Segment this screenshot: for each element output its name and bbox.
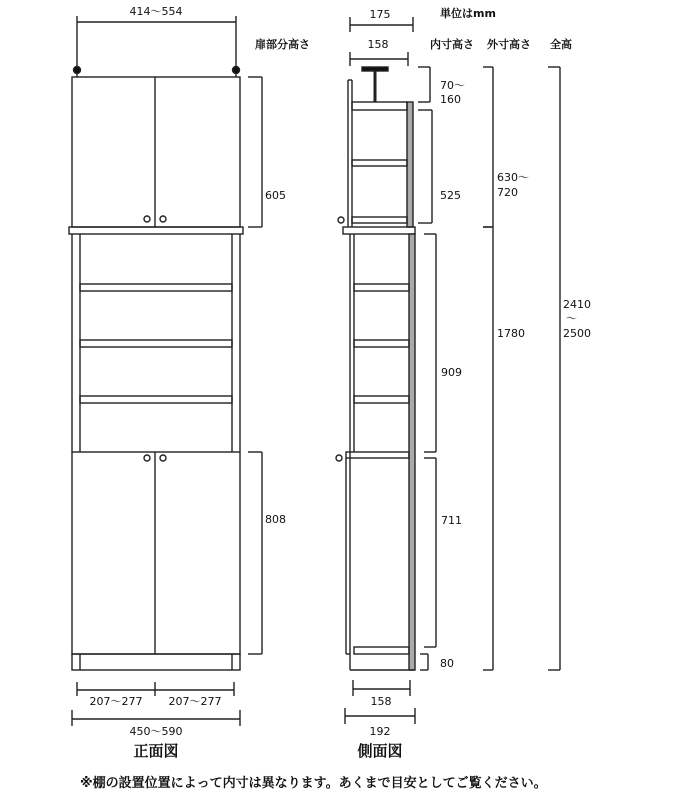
lower-door-height-bracket (248, 452, 262, 654)
inner-base-height-label: 80 (440, 657, 454, 670)
ceiling-bolt-left (74, 66, 81, 77)
side-top-inner-depth-dimension (350, 52, 408, 66)
front-plinth (72, 654, 240, 670)
side-back-panel-upper (407, 102, 413, 227)
inner-top-gap-bracket (418, 67, 430, 102)
outer-lower-height-label: 1780 (497, 327, 525, 340)
inner-top-gap-label-line2: 160 (440, 93, 461, 106)
side-middle-board (343, 227, 415, 234)
inner-lower-height-label: 711 (441, 514, 462, 527)
door-height-header: 扉部分高さ (255, 38, 310, 51)
inner-top-gap-label-line1: 70～ (440, 79, 465, 92)
side-overall-depth-dimension (345, 708, 415, 724)
side-upper-knob (338, 217, 344, 223)
side-top-outer-depth-label: 175 (369, 8, 391, 21)
total-height-label-line1: 2410 (563, 298, 591, 311)
side-view-caption: 側面図 (357, 742, 403, 760)
outer-upper-height-label-line1: 630～ (497, 171, 529, 184)
front-view-caption: 正面図 (133, 742, 179, 760)
side-back-panel-lower (409, 234, 415, 670)
overall-width-label: 450～590 (129, 725, 183, 738)
inner-height-header: 内寸高さ (430, 38, 474, 51)
left-door-width-label: 207～277 (89, 695, 143, 708)
middle-top-board (69, 227, 243, 234)
upper-knob-right (160, 216, 166, 222)
footnote: ※棚の設置位置によって内寸は異なります。あくまで目安としてご覧ください。 (80, 776, 547, 791)
front-view (69, 16, 262, 726)
upper-cabinet (72, 77, 240, 227)
upper-knob-left (144, 216, 150, 222)
inner-base-bracket (420, 654, 428, 670)
inner-upper-bracket (418, 110, 432, 223)
front-top-width-dimension (77, 16, 236, 66)
unit-label: 単位はmm (440, 7, 496, 20)
lower-knob-right (160, 455, 166, 461)
total-height-label-line3: 2500 (563, 327, 591, 340)
ceiling-anchor (362, 67, 388, 102)
total-height-label-line2: ～ (566, 312, 577, 325)
side-lower-knob (336, 455, 342, 461)
outer-upper-height-label-line2: 720 (497, 186, 518, 199)
outer-lower-bracket (483, 227, 493, 670)
outer-height-header: 外寸高さ (487, 38, 531, 51)
front-door-width-dimension (77, 682, 234, 696)
side-lower-body (346, 234, 415, 670)
inner-middle-height-label: 909 (441, 366, 462, 379)
lower-knob-left (144, 455, 150, 461)
total-height-header: 全高 (550, 38, 572, 51)
ceiling-bolt-right (233, 66, 240, 77)
inner-upper-height-label: 525 (440, 189, 461, 202)
side-overall-depth-label: 192 (369, 725, 391, 738)
right-door-width-label: 207～277 (168, 695, 222, 708)
side-top-inner-depth-label: 158 (367, 38, 389, 51)
lower-cabinet (72, 452, 240, 654)
open-shelf-section (72, 234, 240, 452)
outer-upper-bracket (483, 67, 493, 227)
upper-door-height-label: 605 (265, 189, 286, 202)
front-top-width-label: 414～554 (129, 5, 183, 18)
inner-middle-bracket (424, 234, 436, 452)
front-overall-width-dimension (72, 710, 240, 726)
inner-lower-bracket (424, 458, 436, 647)
upper-door-height-bracket (248, 77, 262, 227)
side-bottom-inner-depth-dimension (353, 680, 410, 696)
lower-door-height-label: 808 (265, 513, 286, 526)
side-upper-cabinet (348, 80, 407, 227)
side-bottom-inner-depth-label: 158 (370, 695, 392, 708)
total-height-bracket (548, 67, 560, 670)
